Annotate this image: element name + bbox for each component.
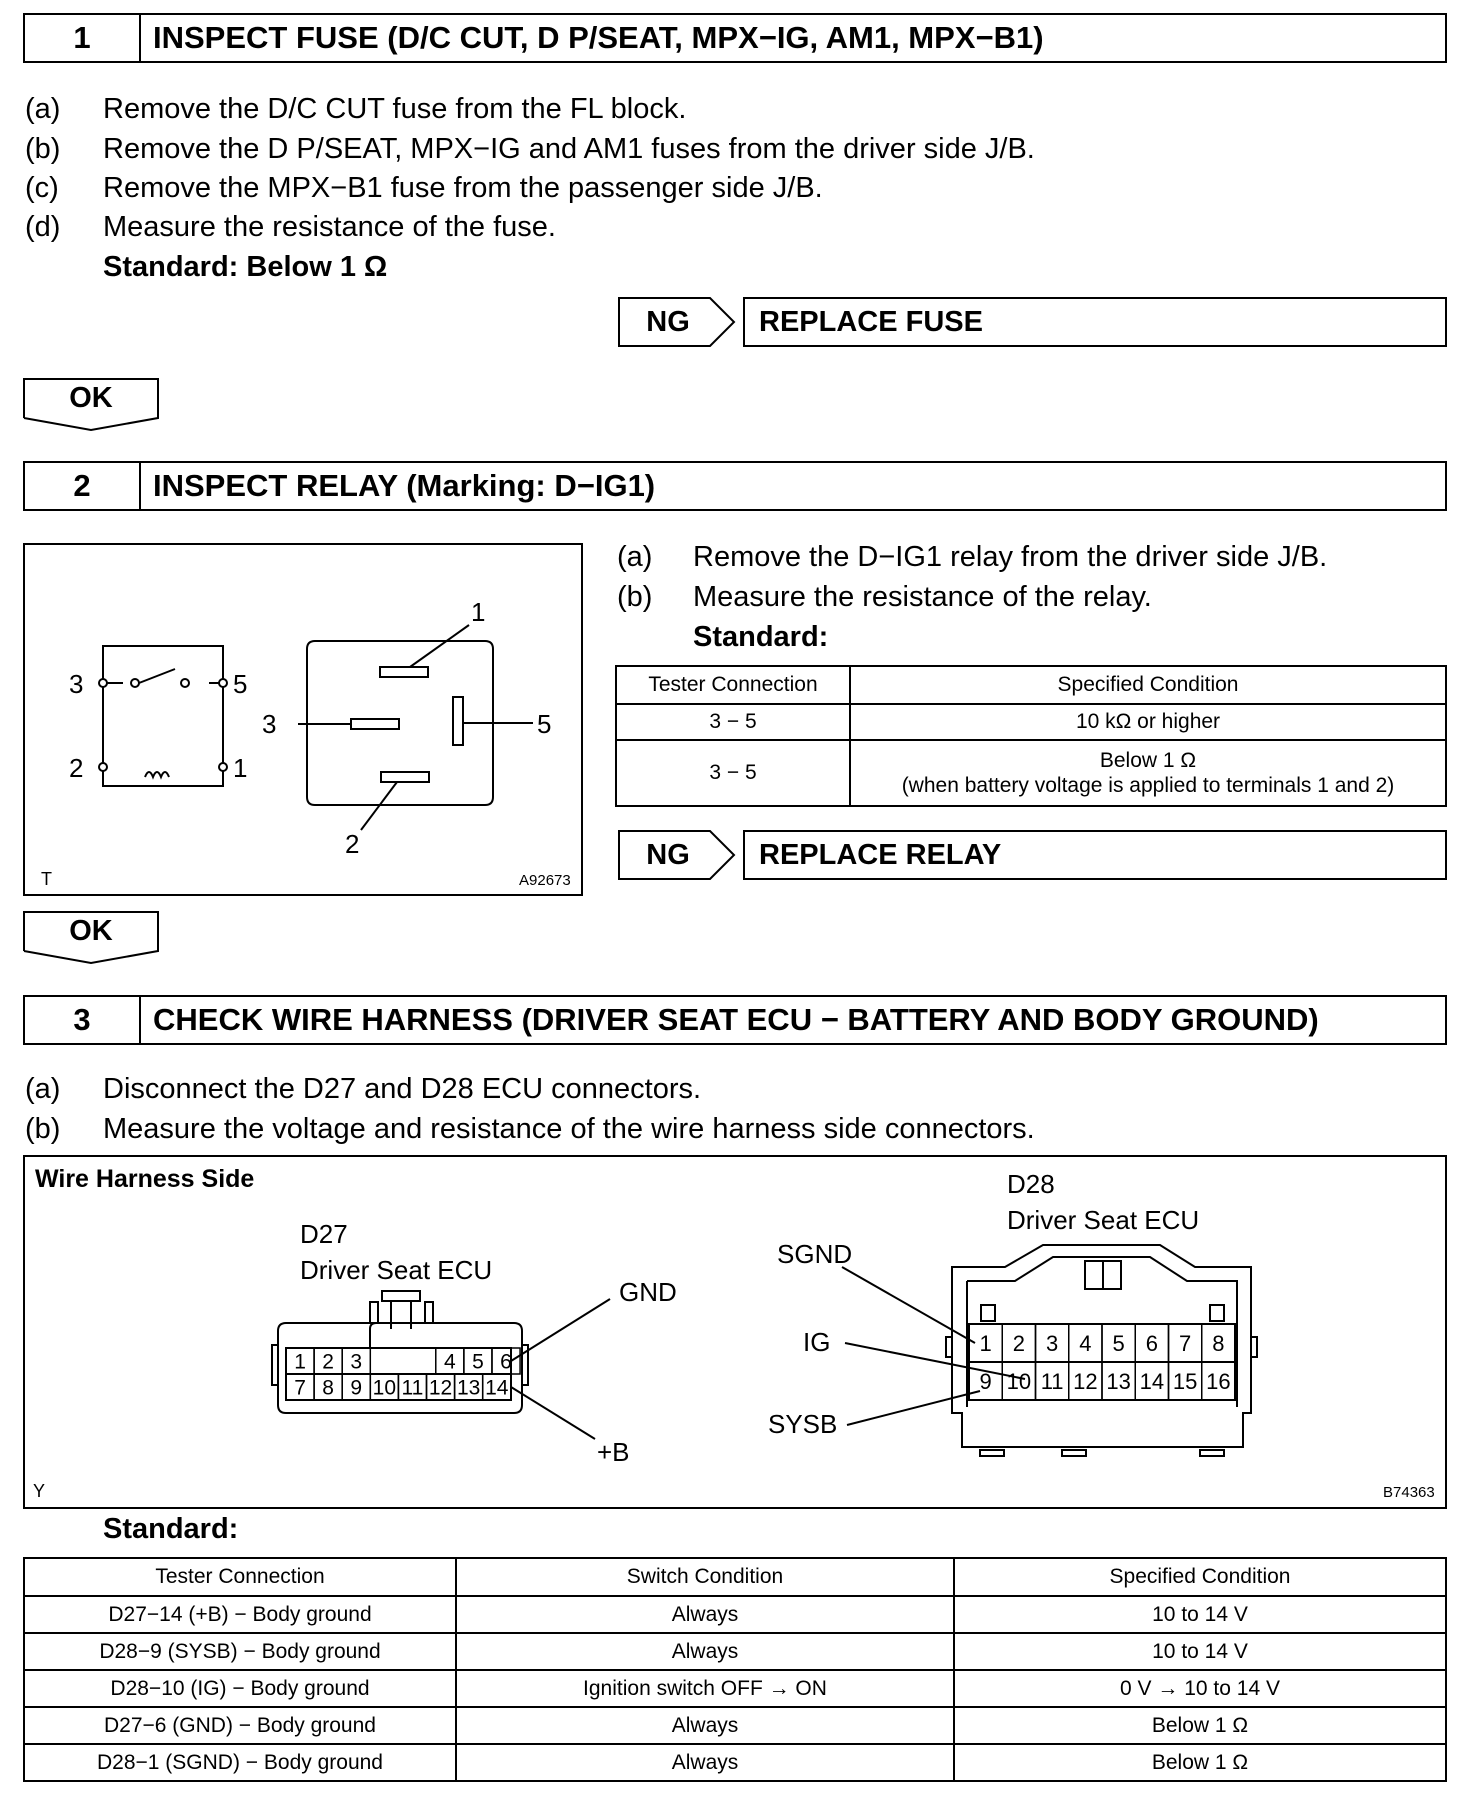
item-label: (b)	[25, 133, 61, 165]
pin-number: 1	[294, 1350, 306, 1374]
pin-number: 7	[294, 1376, 306, 1400]
item-label: (c)	[25, 172, 59, 204]
table-cell: 3 − 5	[616, 704, 850, 740]
ng-result-box: REPLACE FUSE	[743, 297, 1447, 347]
relay-standard-table	[615, 665, 1447, 807]
pin-number: 11	[401, 1376, 424, 1400]
pin-number: 11	[1040, 1368, 1064, 1394]
ok-branch[interactable]	[23, 378, 159, 432]
ok-label: OK	[69, 381, 113, 414]
d28-top-pins	[969, 1324, 1235, 1362]
figure-corner-mark: Y	[33, 1481, 46, 1501]
d28-name: D28	[1007, 1169, 1055, 1199]
connector-diagram	[25, 1157, 1445, 1507]
table-cell: 0 V → 10 to 14 V	[954, 1670, 1446, 1707]
figure-corner-mark: T	[41, 869, 52, 889]
b-plus-label: +B	[597, 1437, 630, 1467]
pin-number: 12	[1073, 1368, 1098, 1394]
ok-label: OK	[69, 914, 113, 947]
pin-number: 10	[1006, 1368, 1032, 1394]
table-header-row	[24, 1558, 1446, 1596]
pin-number: 3	[350, 1350, 363, 1374]
item-text: Remove the D/C CUT fuse from the FL block.	[103, 93, 687, 125]
gnd-label: GND	[619, 1277, 677, 1307]
pin-number: 13	[1106, 1368, 1131, 1394]
step-2-header	[23, 461, 1447, 511]
d27-bottom-pins	[286, 1374, 511, 1400]
pin-number: 4	[443, 1350, 456, 1374]
ng-branch[interactable]	[618, 830, 736, 880]
terminal-3-label: 3	[262, 709, 277, 739]
terminal-3-label: 3	[69, 669, 84, 699]
pin-number: 14	[485, 1376, 509, 1400]
table-cell: Below 1 Ω	[954, 1744, 1446, 1781]
terminal-2-label: 2	[69, 753, 84, 783]
table-row	[24, 1670, 1446, 1707]
sgnd-label: SGND	[777, 1239, 853, 1269]
d27-top-pins	[286, 1348, 520, 1374]
table-row	[616, 740, 1446, 806]
table-header: Tester Connection	[24, 1558, 456, 1596]
terminal-1-label: 1	[471, 597, 486, 627]
item-label: (a)	[617, 541, 653, 573]
step-title: CHECK WIRE HARNESS (DRIVER SEAT ECU − BATTERY AND BODY GROUND)	[153, 1002, 1319, 1037]
table-row	[24, 1707, 1446, 1744]
terminal-1-label: 1	[233, 753, 248, 783]
terminal-2-label: 2	[345, 829, 360, 859]
item-text: Remove the D−IG1 relay from the driver side J/B.	[693, 541, 1328, 573]
relay-diagram	[25, 545, 581, 894]
ng-tag	[618, 297, 736, 347]
table-row	[24, 1744, 1446, 1781]
figure-id: A92673	[519, 872, 571, 889]
pin-number: 8	[1212, 1330, 1225, 1356]
table-cell: Always	[456, 1596, 954, 1633]
item-text: Measure the resistance of the relay.	[693, 581, 1152, 613]
pin-number: 9	[979, 1368, 992, 1394]
pin-number: 2	[1012, 1330, 1025, 1356]
harness-standard-table	[23, 1557, 1447, 1782]
table-row	[24, 1633, 1446, 1670]
terminal-5-label: 5	[537, 709, 552, 739]
table-cell: Below 1 Ω	[954, 1707, 1446, 1744]
table-cell: 10 to 14 V	[954, 1633, 1446, 1670]
d28-description: Driver Seat ECU	[1007, 1205, 1200, 1235]
pin-number: 16	[1206, 1368, 1231, 1394]
step-title: INSPECT FUSE (D/C CUT, D P/SEAT, MPX−IG, AM1, MPX−B1)	[153, 20, 1044, 55]
item-label: (a)	[25, 93, 61, 125]
table-cell: 10 kΩ or higher	[850, 704, 1446, 740]
table-cell: 10 to 14 V	[954, 1596, 1446, 1633]
figure-heading: Wire Harness Side	[35, 1165, 255, 1193]
step-number: 2	[25, 463, 141, 509]
item-text: Remove the MPX−B1 fuse from the passenger side J/B.	[103, 172, 823, 204]
item-text: Remove the D P/SEAT, MPX−IG and AM1 fuses from the driver side J/B.	[103, 133, 1035, 165]
connector-figure	[23, 1155, 1447, 1509]
pin-number: 2	[322, 1350, 334, 1374]
table-cell: D28−9 (SYSB) − Body ground	[24, 1633, 456, 1670]
pin-number: 5	[472, 1350, 484, 1374]
table-row	[24, 1596, 1446, 1633]
d28-bottom-pins	[969, 1362, 1235, 1400]
pin-number: 15	[1172, 1368, 1198, 1394]
table-cell: D27−14 (+B) − Body ground	[24, 1596, 456, 1633]
item-label: (b)	[25, 1113, 61, 1145]
table-header: Specified Condition	[850, 666, 1446, 704]
table-cell: D27−6 (GND) − Body ground	[24, 1707, 456, 1744]
terminal-5-label: 5	[233, 669, 248, 699]
cell-line: Below 1 Ω	[1099, 748, 1197, 772]
pin-number: 6	[500, 1350, 512, 1374]
table-header: Tester Connection	[616, 666, 850, 704]
item-text: Measure the resistance of the fuse.	[103, 211, 556, 243]
table-header: Switch Condition	[456, 1558, 954, 1596]
pin-number: 13	[456, 1376, 481, 1400]
step-number: 1	[25, 15, 141, 61]
pin-number: 10	[372, 1376, 397, 1400]
pin-number: 6	[1145, 1330, 1158, 1356]
pin-number: 7	[1179, 1330, 1192, 1356]
ng-tag	[618, 830, 736, 880]
pin-number: 1	[979, 1330, 992, 1356]
table-cell: Ignition switch OFF → ON	[456, 1670, 954, 1707]
relay-figure	[23, 543, 583, 896]
d27-description: Driver Seat ECU	[300, 1255, 493, 1285]
pin-number: 12	[428, 1376, 453, 1400]
table-cell: Always	[456, 1633, 954, 1670]
item-text: Measure the voltage and resistance of the wire harness side connectors.	[103, 1113, 1035, 1145]
table-cell: Always	[456, 1744, 954, 1781]
table-cell: Always	[456, 1707, 954, 1744]
ng-branch[interactable]	[618, 297, 736, 347]
ig-label: IG	[803, 1327, 831, 1357]
table-row	[616, 704, 1446, 740]
table-cell	[850, 740, 1446, 806]
figure-id: B74363	[1383, 1484, 1435, 1501]
item-label: (d)	[25, 211, 61, 243]
item-label: (b)	[617, 581, 653, 613]
step-1-header	[23, 13, 1447, 63]
table-cell: D28−1 (SGND) − Body ground	[24, 1744, 456, 1781]
item-text: Disconnect the D27 and D28 ECU connectors.	[103, 1073, 702, 1105]
standard-spec: Standard: Below 1 Ω	[103, 251, 388, 283]
table-header: Specified Condition	[954, 1558, 1446, 1596]
pin-number: 14	[1139, 1368, 1165, 1394]
step-3-header	[23, 995, 1447, 1045]
standard-label: Standard:	[693, 621, 829, 653]
d27-name: D27	[300, 1219, 348, 1249]
ng-result-box: REPLACE RELAY	[743, 830, 1447, 880]
table-cell: D28−10 (IG) − Body ground	[24, 1670, 456, 1707]
step-title: INSPECT RELAY (Marking: D−IG1)	[153, 468, 656, 503]
pin-number: 4	[1079, 1330, 1092, 1356]
ng-label: NG	[646, 305, 690, 338]
pin-number: 5	[1112, 1330, 1125, 1356]
pin-number: 3	[1046, 1330, 1059, 1356]
step-number: 3	[25, 997, 141, 1043]
pin-number: 9	[350, 1376, 363, 1400]
sysb-label: SYSB	[768, 1409, 838, 1439]
standard-label: Standard:	[103, 1513, 239, 1545]
ok-branch[interactable]	[23, 911, 159, 965]
cell-line: (when battery voltage is applied to terminals 1 and 2)	[901, 774, 1395, 797]
table-cell: 3 − 5	[616, 740, 850, 806]
item-label: (a)	[25, 1073, 61, 1105]
ng-label: NG	[646, 838, 690, 871]
table-header-row	[616, 666, 1446, 704]
pin-number: 8	[322, 1376, 334, 1400]
